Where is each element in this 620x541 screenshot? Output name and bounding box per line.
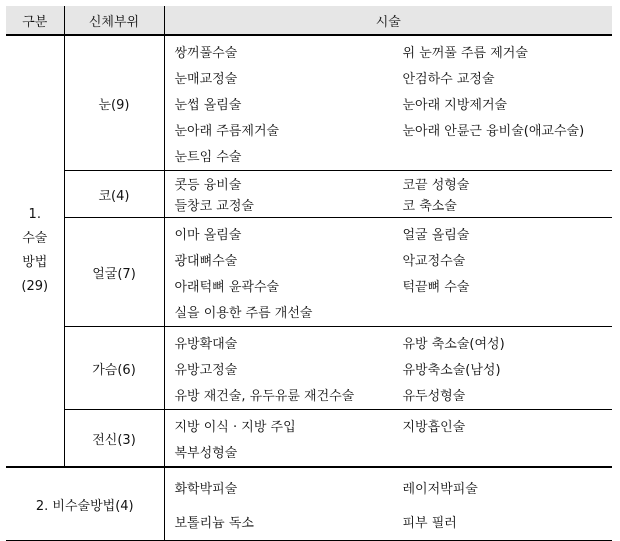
list-item: 눈매교정술 안검하수 교정술	[174, 71, 495, 87]
list-item: 광대뼈수술 악교정수술	[174, 253, 466, 269]
surgical-label-1: 1.	[28, 207, 41, 222]
list-item: 유방 재건술, 유두유륜 재건수술 유두성형술	[174, 388, 466, 404]
procedure-table	[6, 6, 612, 541]
group-eye	[6, 35, 612, 171]
list-item: 이마 올림술 얼굴 올림술	[174, 227, 470, 243]
list-item: 보톨리늄 독소 피부 필러	[174, 515, 457, 531]
nonsurgical-method-cell: 2. 비수술방법(4)	[6, 467, 164, 541]
list-item: 눈아래 주름제거술 눈아래 안륜근 융비술(애교수술)	[174, 123, 585, 139]
body-part-face: 얼굴(7)	[64, 218, 164, 327]
list-item: 복부성형술	[174, 445, 238, 461]
procedures-whole	[164, 410, 612, 468]
body-part-whole: 전신(3)	[64, 410, 164, 468]
surgical-method-cell	[6, 35, 64, 467]
list-item: 콧등 융비술 코끝 성형술	[174, 178, 470, 193]
procedures-eye	[164, 35, 612, 171]
header-procedure: 시술	[164, 6, 612, 35]
body-part-nose: 코(4)	[64, 171, 164, 218]
header-category: 구분	[6, 6, 64, 35]
header-body-part: 신체부위	[64, 6, 164, 35]
list-item: 실을 이용한 주름 개선술	[174, 305, 313, 321]
list-item: 쌍꺼풀수술 위 눈꺼풀 주름 제거술	[174, 45, 528, 61]
header-row	[6, 6, 612, 35]
procedures-nonsurgical	[164, 467, 612, 541]
procedures-chest	[164, 327, 612, 410]
list-item: 유방고정술 유방축소술(남성)	[174, 362, 501, 378]
group-face	[6, 218, 612, 327]
surgical-label-3: 방법	[22, 255, 48, 270]
list-item: 아래턱뼈 윤곽수술 턱끝뼈 수술	[174, 279, 470, 295]
procedures-face	[164, 218, 612, 327]
list-item: 눈트임 수술	[174, 149, 242, 165]
body-part-eye: 눈(9)	[64, 35, 164, 171]
list-item: 눈썹 올림술 눈아래 지방제거술	[174, 97, 508, 113]
group-body	[6, 410, 612, 468]
group-nonsurgical	[6, 467, 612, 541]
body-part-chest: 가슴(6)	[64, 327, 164, 410]
procedures-nose	[164, 171, 612, 218]
surgical-label-4: (29)	[21, 279, 49, 294]
list-item: 들창코 교정술 코 축소술	[174, 199, 457, 214]
list-item: 유방확대술 유방 축소술(여성)	[174, 336, 505, 352]
procedure-table-container	[6, 6, 612, 541]
group-nose	[6, 171, 612, 218]
surgical-label-2: 수술	[22, 231, 48, 246]
group-chest	[6, 327, 612, 410]
list-item: 지방 이식 · 지방 주입 지방흡인술	[174, 419, 466, 435]
list-item: 화학박피술 레이저박피술	[174, 481, 478, 497]
